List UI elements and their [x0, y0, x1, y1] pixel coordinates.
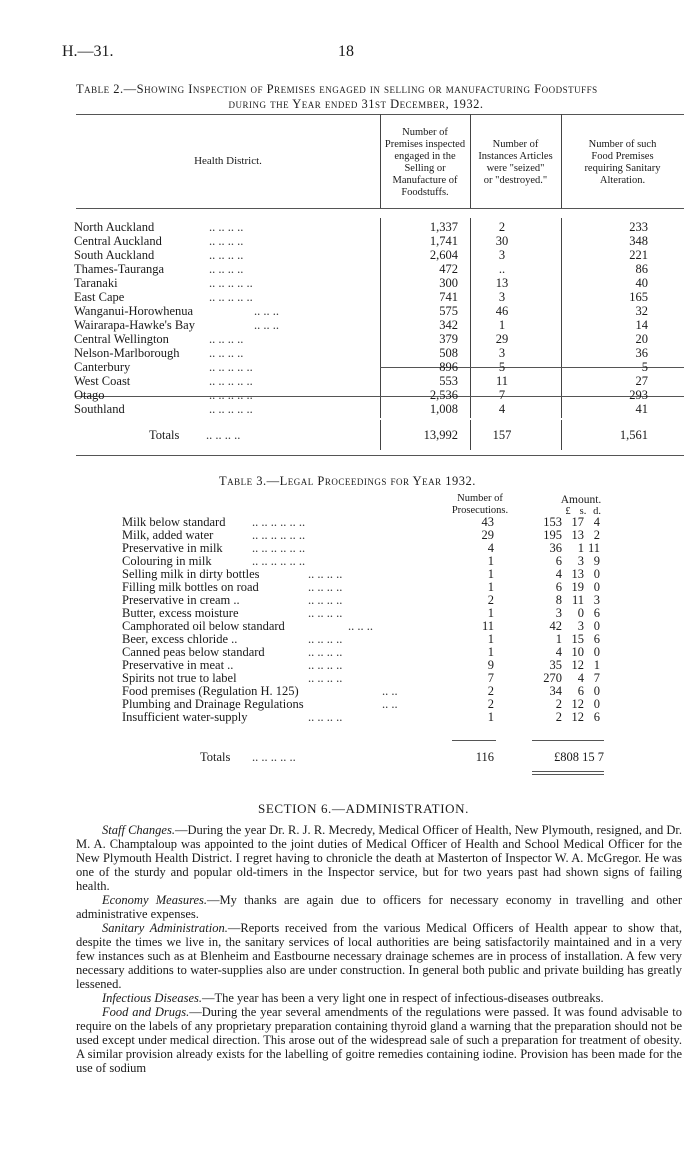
table3-header-prosecutions	[440, 493, 520, 517]
leader-dots: .. ..	[382, 684, 398, 698]
header-line: Manufacture of	[392, 175, 458, 186]
amount-shillings: 13	[571, 528, 584, 542]
table3-header-amount: Amount.	[560, 494, 602, 506]
table-row	[74, 388, 664, 402]
paragraph-text: —My thanks are again due to officers for necessary economy in travelling and other administrative expenses.	[76, 893, 682, 921]
premises-inspected: 575	[439, 304, 458, 318]
offence-label: Beer, excess chloride ..	[122, 632, 238, 646]
prosecution-count: 2	[487, 697, 494, 711]
amount-shillings: 11	[571, 593, 584, 607]
total-prosecutions: 116	[475, 750, 494, 764]
header-line: Number of such	[588, 139, 657, 150]
offence-label: Food premises (Regulation H. 125)	[122, 684, 299, 698]
district-name: Central Wellington	[74, 332, 169, 346]
table3-header-pence: d.	[593, 506, 601, 517]
prosecution-count: 1	[487, 645, 494, 659]
prosecution-count: 1	[487, 554, 494, 568]
page-number: 18	[338, 43, 354, 60]
table3-header-pounds: £	[565, 506, 571, 517]
amount-pounds: 1	[555, 632, 562, 646]
leader-dots: .. .. .. ..	[209, 262, 244, 276]
amount-pounds: 153	[543, 515, 562, 529]
paragraph-food-drugs	[76, 1005, 682, 1075]
leader-dots: .. ..	[382, 697, 398, 711]
header-line: Number of	[457, 493, 503, 504]
amount-pounds: 3	[555, 606, 562, 620]
leader-dots: .. .. .. ..	[308, 593, 343, 607]
header-line: Premises inspected	[384, 139, 466, 150]
header-line: or "destroyed."	[483, 175, 548, 186]
prosecution-count: 1	[487, 567, 494, 581]
leader-dots: .. .. .. .. .. ..	[252, 541, 306, 555]
leader-dots: .. .. .. ..	[308, 580, 343, 594]
table3-header-shillings: s.	[579, 506, 587, 517]
district-name: Thames-Tauranga	[74, 262, 165, 276]
amount-shillings: 17	[571, 515, 584, 529]
table3-totals-row	[122, 751, 602, 766]
leader-dots: .. .. .. .. .. ..	[252, 554, 306, 568]
paragraph-sanitary	[76, 921, 682, 991]
total-sanitary-alteration: 1,561	[619, 428, 648, 442]
amount-pounds: 2	[555, 697, 562, 711]
table3-amount-rule	[532, 740, 604, 741]
sanitary-alteration: 40	[635, 276, 648, 290]
table-row	[74, 276, 664, 290]
offence-label: Milk, added water	[122, 528, 214, 542]
paragraph-text: —The year has been a very light one in respect of infectious-diseases outbreaks.	[201, 991, 604, 1005]
table-row	[74, 360, 664, 374]
leader-dots: .. .. .. ..	[308, 606, 343, 620]
premises-inspected: 2,536	[429, 388, 458, 402]
table-row	[74, 234, 664, 248]
table-row	[74, 220, 664, 234]
instances-seized: 13	[495, 276, 509, 290]
amount-pence: 6	[593, 606, 600, 620]
amount-pounds: 270	[543, 671, 562, 685]
amount-pence: 0	[593, 684, 600, 698]
table-row	[74, 346, 664, 360]
amount-pence: 0	[593, 619, 600, 633]
table-row	[74, 304, 664, 318]
header-line: Instances Articles	[478, 151, 553, 162]
header-line: Selling or	[404, 163, 446, 174]
premises-inspected: 1,741	[429, 234, 458, 248]
leader-dots: .. .. ..	[254, 304, 279, 318]
leader-dots: .. .. .. .. ..	[252, 750, 296, 764]
amount-shillings: 13	[571, 567, 584, 581]
table2-title-line2: during the Year ended 31st December, 1932.	[228, 97, 484, 111]
leader-dots: .. .. .. ..	[209, 248, 244, 262]
leader-dots: .. .. .. ..	[209, 234, 244, 248]
leader-dots: .. .. ..	[348, 619, 373, 633]
amount-shillings: 10	[571, 645, 584, 659]
table-row	[74, 290, 664, 304]
instances-seized: 29	[495, 332, 509, 346]
table2-totals-vrule-3	[561, 420, 562, 450]
prosecution-count: 2	[487, 684, 494, 698]
leader-dots: .. .. .. ..	[206, 428, 241, 442]
sanitary-alteration: 20	[635, 332, 648, 346]
leader-dots: .. .. ..	[254, 318, 279, 332]
district-name: Wanganui-Horowhenua	[74, 304, 194, 318]
sanitary-alteration: 14	[635, 318, 648, 332]
leader-dots: .. .. .. .. .. ..	[252, 528, 306, 542]
district-name: Nelson-Marlborough	[74, 346, 180, 360]
amount-pence: 11	[587, 541, 600, 555]
paragraph-infectious	[76, 991, 682, 1005]
instances-seized: 4	[498, 402, 506, 416]
leader-dots: .. .. .. ..	[209, 332, 244, 346]
sanitary-alteration: 27	[635, 374, 648, 388]
table2-totals-row	[74, 428, 664, 442]
leader-dots: .. .. .. ..	[308, 567, 343, 581]
prosecution-count: 11	[481, 619, 494, 633]
district-name: Wairarapa-Hawke's Bay	[74, 318, 195, 332]
offence-label: Camphorated oil below standard	[122, 619, 285, 633]
amount-shillings: 3	[577, 554, 584, 568]
offence-label: Selling milk in dirty bottles	[122, 567, 260, 581]
table2-title-line1: Table 2.—Showing Inspection of Premises engaged in selling or manufacturing Foodstuffs	[76, 82, 598, 96]
amount-shillings: 15	[571, 632, 584, 646]
amount-shillings: 1	[577, 541, 584, 555]
amount-pounds: 35	[549, 658, 562, 672]
offence-label: Spirits not true to label	[122, 671, 237, 685]
paragraph-heading: Staff Changes.	[102, 823, 175, 837]
sanitary-alteration: 36	[635, 346, 648, 360]
amount-pence: 1	[593, 658, 600, 672]
section-heading: SECTION 6.—ADMINISTRATION.	[258, 801, 469, 816]
header-line: were "seized"	[486, 163, 545, 174]
leader-dots: .. .. .. .. .. ..	[252, 515, 306, 529]
sanitary-alteration: 233	[629, 220, 648, 234]
amount-shillings: 12	[571, 710, 584, 724]
amount-pounds: 2	[555, 710, 562, 724]
prosecution-count: 1	[487, 632, 494, 646]
table3-title: Table 3.—Legal Proceedings for Year 1932.	[219, 474, 476, 488]
leader-dots: .. .. .. ..	[308, 671, 343, 685]
offence-label: Butter, excess moisture	[122, 606, 239, 620]
table-row	[74, 318, 664, 332]
offence-label: Plumbing and Drainage Regulations	[122, 697, 304, 711]
table2-header-inspected	[378, 127, 472, 199]
offence-label: Canned peas below standard	[122, 645, 265, 659]
amount-shillings: 19	[571, 580, 584, 594]
header-line: Number of	[492, 139, 539, 150]
paragraph-text: —During the year Dr. R. J. R. Mecredy, Medical Officer of Health, New Plymouth, resigned, and Dr. M. A. Champtaloup was appointed to the joint duties of Medical Officer of Health and School Medical Officer for the New Plymouth Health District. I regret having to chronicle the death at Masterton of Inspector W. A. McGregor. He was one of the sturdy and popular old-timers in the Inspector service, but for two years past had shown signs of failing health.	[76, 823, 682, 893]
amount-pence: 3	[593, 593, 600, 607]
district-name: Taranaki	[74, 276, 118, 290]
district-name: Canterbury	[74, 360, 131, 374]
offence-label: Milk below standard	[122, 515, 226, 529]
paragraph-text: —Reports received from the various Medical Officers of Health appear to show that, despite the times we live in, the sanitary services of local authorities are being satisfactorily maintained and in a very few instances such as at Blenheim and Eastbourne necessary drainage schemes are in process of installation. A few very necessary additions to water-supplies also are under construction. In general both public and private building has greatly lessened.	[76, 921, 683, 991]
instances-seized: 46	[495, 304, 509, 318]
header-line: Foodstuffs.	[401, 187, 449, 198]
leader-dots: .. .. .. .. ..	[209, 374, 253, 388]
table3-count-rule	[452, 740, 496, 741]
amount-pounds: 4	[555, 645, 562, 659]
offence-label: Preservative in cream ..	[122, 593, 240, 607]
table3-total-rule-1	[532, 771, 604, 772]
amount-shillings: 0	[577, 606, 584, 620]
instances-seized: 5	[498, 360, 506, 374]
instances-seized: 1	[498, 318, 506, 332]
table2-title	[76, 82, 676, 112]
amount-pounds: 42	[549, 619, 562, 633]
prosecution-count: 4	[487, 541, 494, 555]
offence-label: Preservative in milk	[122, 541, 223, 555]
amount-pence: 6	[593, 710, 600, 724]
table-row	[74, 332, 664, 346]
paragraph-staff-changes	[76, 823, 682, 893]
leader-dots: .. .. .. ..	[308, 645, 343, 659]
premises-inspected: 342	[439, 318, 458, 332]
amount-pence: 0	[593, 645, 600, 659]
leader-dots: .. .. .. .. ..	[209, 388, 253, 402]
premises-inspected: 2,604	[429, 248, 458, 262]
district-name: Central Auckland	[74, 234, 162, 248]
instances-seized: 3	[498, 248, 506, 262]
page-reference: H.—31.	[62, 43, 114, 60]
prosecution-count: 43	[481, 515, 494, 529]
paragraph-text: —During the year several amendments of the regulations were passed. It was found advisable to require on the labels of any proprietary preparation containing thyroid gland a warning that the preparation should not be used except under medical direction. This arose out of the widespread sale of such a preparation for treatment of obesity. A similar provision already exists for the labelling of goitre remedies containing iodine. Provision has been made for the use of sodium	[76, 1005, 682, 1075]
amount-shillings: 3	[577, 619, 584, 633]
premises-inspected: 553	[439, 374, 458, 388]
paragraph-economy	[76, 893, 682, 921]
table3-total-rule-2	[532, 774, 604, 775]
table2-end-rule	[76, 455, 684, 456]
district-name: West Coast	[74, 374, 131, 388]
header-line: Prosecutions.	[451, 505, 509, 516]
sanitary-alteration: 41	[635, 402, 648, 416]
leader-dots: .. .. .. ..	[308, 658, 343, 672]
section-body	[76, 823, 682, 1075]
premises-inspected: 1,337	[429, 220, 458, 234]
leader-dots: .. .. .. .. ..	[209, 290, 253, 304]
table2-totals-vrule-1	[380, 420, 381, 450]
offence-label: Colouring in milk	[122, 554, 212, 568]
table2-totals-vrule-2	[470, 420, 471, 450]
amount-pence: 0	[593, 567, 600, 581]
amount-shillings: 4	[577, 671, 584, 685]
total-premises-inspected: 13,992	[423, 428, 458, 442]
amount-pence: 9	[593, 554, 600, 568]
prosecution-count: 1	[487, 606, 494, 620]
prosecution-count: 2	[487, 593, 494, 607]
instances-seized: 30	[495, 234, 509, 248]
premises-inspected: 896	[439, 360, 458, 374]
amount-pence: 4	[593, 515, 600, 529]
table2-header-alteration	[561, 139, 684, 187]
amount-pounds: 6	[555, 580, 562, 594]
instances-seized: ..	[498, 262, 506, 276]
amount-pounds: 8	[555, 593, 562, 607]
sanitary-alteration: 221	[629, 248, 648, 262]
premises-inspected: 379	[439, 332, 458, 346]
leader-dots: .. .. .. ..	[308, 632, 343, 646]
amount-pence: 0	[593, 697, 600, 711]
instances-seized: 2	[498, 220, 506, 234]
totals-label: Totals	[200, 750, 231, 764]
amount-pounds: 34	[549, 684, 562, 698]
sanitary-alteration: 293	[629, 388, 648, 402]
table-row	[122, 711, 602, 724]
table2-header-seized	[470, 139, 561, 187]
prosecution-count: 29	[481, 528, 494, 542]
instances-seized: 3	[498, 290, 506, 304]
instances-seized: 7	[498, 388, 506, 402]
sanitary-alteration: 86	[635, 262, 648, 276]
premises-inspected: 1,008	[429, 402, 458, 416]
amount-shillings: 12	[571, 658, 584, 672]
leader-dots: .. .. .. .. ..	[209, 276, 253, 290]
table-row	[74, 374, 664, 388]
amount-pence: 2	[593, 528, 600, 542]
table-row	[74, 262, 664, 276]
instances-seized: 3	[498, 346, 506, 360]
paragraph-heading: Sanitary Administration.	[102, 921, 228, 935]
leader-dots: .. .. .. .. ..	[209, 402, 253, 416]
prosecution-count: 1	[487, 710, 494, 724]
sanitary-alteration: 5	[641, 360, 648, 374]
header-line: Alteration.	[599, 175, 646, 186]
premises-inspected: 472	[439, 262, 458, 276]
premises-inspected: 508	[439, 346, 458, 360]
leader-dots: .. .. .. ..	[308, 710, 343, 724]
paragraph-heading: Food and Drugs.	[102, 1005, 190, 1019]
sanitary-alteration: 348	[629, 234, 648, 248]
prosecution-count: 7	[487, 671, 494, 685]
leader-dots: .. .. .. .. ..	[209, 360, 253, 374]
totals-label: Totals	[149, 428, 180, 442]
premises-inspected: 741	[439, 290, 458, 304]
district-name: Southland	[74, 402, 125, 416]
prosecution-count: 9	[487, 658, 494, 672]
header-line: Number of	[402, 127, 448, 138]
amount-pounds: 36	[549, 541, 562, 555]
table2-header-rule	[76, 208, 684, 209]
header-line: requiring Sanitary	[584, 163, 661, 174]
sanitary-alteration: 32	[635, 304, 648, 318]
paragraph-heading: Economy Measures.	[102, 893, 208, 907]
district-name: Otago	[74, 388, 105, 402]
header-line: Food Premises	[591, 151, 654, 162]
amount-shillings: 12	[571, 697, 584, 711]
total-amount: £808 15 7	[554, 750, 604, 764]
amount-pounds: 4	[555, 567, 562, 581]
amount-pence: 7	[593, 671, 600, 685]
district-name: South Auckland	[74, 248, 155, 262]
amount-pence: 6	[593, 632, 600, 646]
table2-header-district: Health District.	[194, 155, 262, 167]
offence-label: Filling milk bottles on road	[122, 580, 259, 594]
leader-dots: .. .. .. ..	[209, 346, 244, 360]
total-instances-seized: 157	[492, 428, 512, 442]
amount-pence: 0	[593, 580, 600, 594]
district-name: East Cape	[74, 290, 125, 304]
header-line: engaged in the	[394, 151, 456, 162]
table-row	[74, 402, 664, 416]
offence-label: Preservative in meat ..	[122, 658, 234, 672]
amount-pounds: 6	[555, 554, 562, 568]
district-name: North Auckland	[74, 220, 155, 234]
paragraph-heading: Infectious Diseases.	[102, 991, 202, 1005]
amount-shillings: 6	[577, 684, 584, 698]
leader-dots: .. .. .. ..	[209, 220, 244, 234]
premises-inspected: 300	[439, 276, 458, 290]
sanitary-alteration: 165	[629, 290, 648, 304]
instances-seized: 11	[495, 374, 509, 388]
table-row	[74, 248, 664, 262]
amount-pounds: 195	[543, 528, 562, 542]
prosecution-count: 1	[487, 580, 494, 594]
offence-label: Insufficient water-supply	[122, 710, 248, 724]
